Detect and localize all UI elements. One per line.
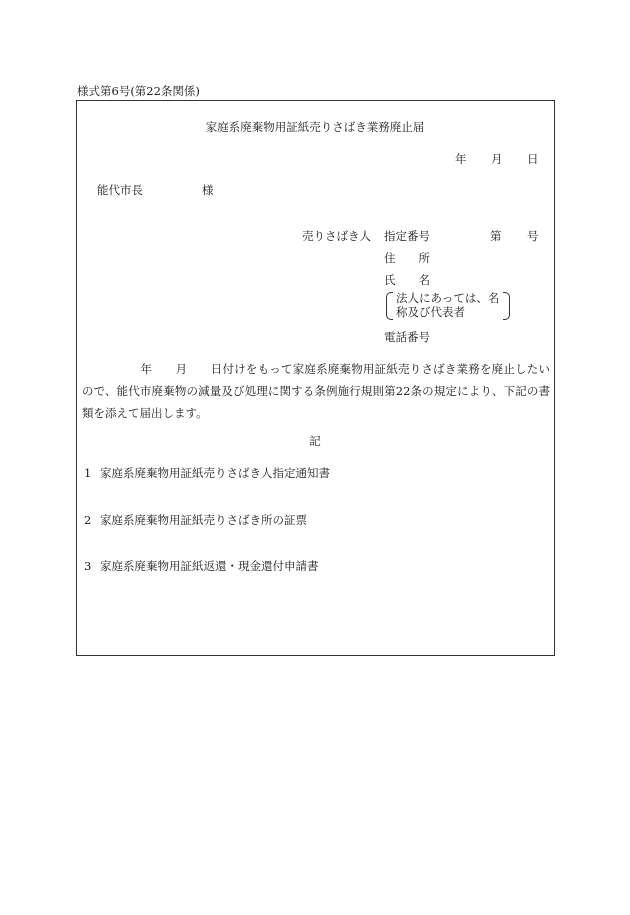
- phone-label: 電話番号: [384, 330, 430, 344]
- form-number-label: 様式第6号(第22条関係): [77, 84, 200, 98]
- corporation-note: [386, 292, 510, 320]
- name-label: 氏 名: [384, 273, 430, 287]
- date-month: 月: [491, 152, 503, 166]
- list-item: [84, 560, 319, 574]
- document-title: 家庭系廃棄物用証紙売りさばき業務廃止届: [205, 120, 425, 134]
- right-bracket: [503, 292, 510, 320]
- corporation-note-line1: 法人にあっては、名: [396, 291, 500, 305]
- date-day: 日: [527, 152, 539, 166]
- registration-suffix: 号: [527, 229, 539, 243]
- body-paragraph: 年 月 日付けをもって家庭系廃棄物用証紙売りさばき業務を廃止したいので、能代市廃棄物の減量及び処理に関する条例施行規則第22条の規定により、下記の書類を添えて届出します。: [82, 362, 550, 420]
- addressee-honorific: 様: [202, 183, 214, 197]
- list-item-text: 家庭系廃棄物用証紙売りさばき所の証票: [100, 513, 307, 527]
- addressee-mayor: 能代市長: [97, 183, 143, 197]
- ki-heading: 記: [309, 434, 321, 448]
- registration-prefix: 第: [490, 229, 502, 243]
- address-label: 住 所: [384, 251, 430, 265]
- list-item-text: 家庭系廃棄物用証紙売りさばき人指定通知書: [100, 466, 330, 480]
- list-item-number: 3: [84, 559, 92, 573]
- list-item-text: 家庭系廃棄物用証紙返還・現金還付申請書: [100, 559, 319, 573]
- list-item-number: 1: [84, 466, 92, 480]
- list-item: [84, 514, 307, 528]
- seller-role-label: 売りさばき人: [302, 229, 371, 243]
- list-item: [84, 467, 330, 481]
- registration-number-label: 指定番号: [384, 229, 430, 243]
- left-bracket: [386, 292, 393, 320]
- corporation-note-line2: 称及び代表者: [396, 305, 465, 319]
- list-item-number: 2: [84, 513, 92, 527]
- date-year: 年: [455, 152, 467, 166]
